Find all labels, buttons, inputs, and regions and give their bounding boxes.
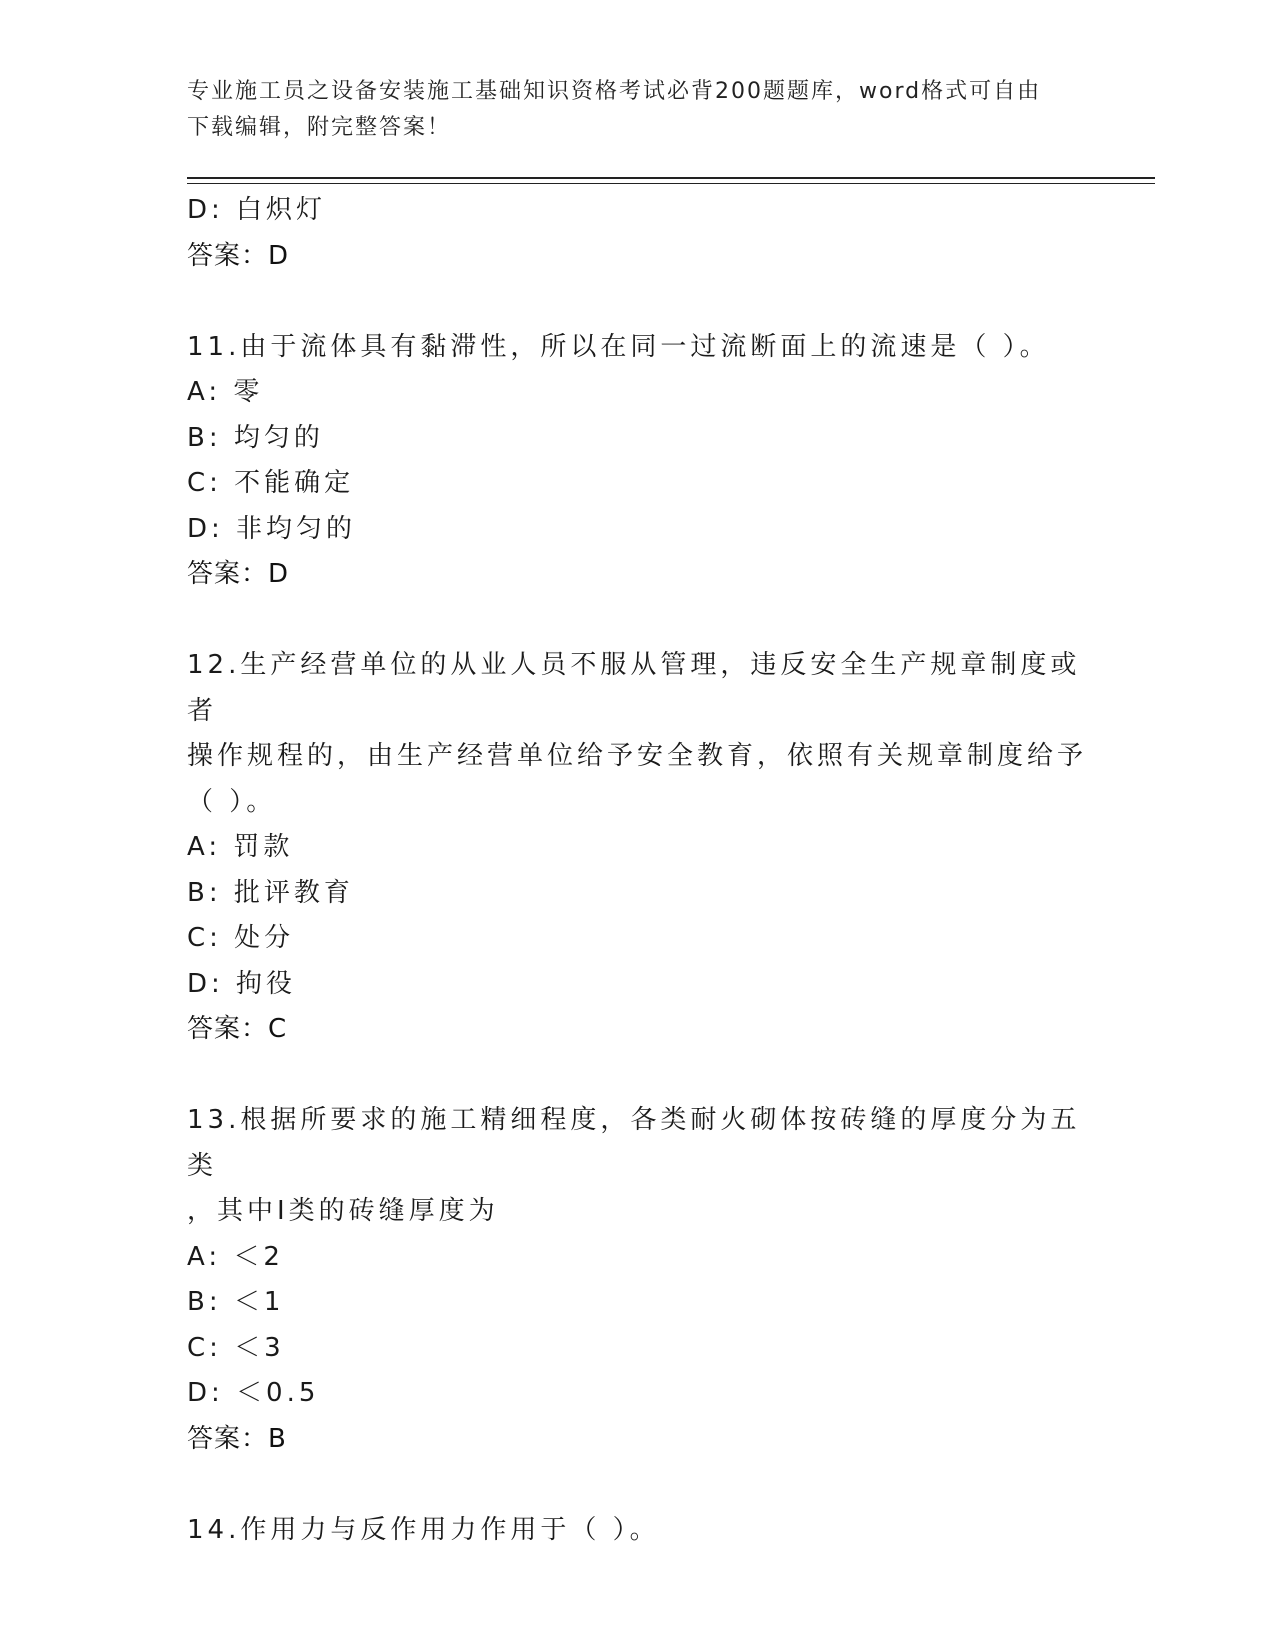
option-a: A: 罚款 bbox=[187, 832, 294, 862]
option-b: B: ＜1 bbox=[187, 1287, 285, 1317]
question-text: 12.生产经营单位的从业人员不服从管理，违反安全生产规章制度或者 操作规程的，由生产经营单位给予安全教育，依照有关规章制度给予 （ ）。 bbox=[187, 650, 1088, 817]
question-14 bbox=[187, 1508, 1087, 1554]
option-d: D: ＜0.5 bbox=[187, 1378, 320, 1408]
option-b: B: 均匀的 bbox=[187, 422, 324, 453]
question-text: 13.根据所要求的施工精细程度，各类耐火砌体按砖缝的厚度分为五类 ，其中Ⅰ类的砖缝厚度为 bbox=[187, 1105, 1081, 1226]
option-d: D: 拘役 bbox=[187, 968, 297, 999]
option-a: A: 零 bbox=[187, 377, 264, 407]
question-text: 11.由于流体具有黏滞性，所以在同一过流断面上的流速是（ ）。 bbox=[187, 331, 1050, 362]
option-a: A: ＜2 bbox=[187, 1241, 284, 1272]
question-11 bbox=[187, 325, 1087, 598]
option-b: B: 批评教育 bbox=[187, 877, 354, 908]
header-text: 专业施工员之设备安装施工基础知识资格考试必背200题题库，word格式可自由 下载编辑，附完整答案！ bbox=[187, 79, 1042, 140]
answer-line: 答案：D bbox=[187, 559, 290, 589]
question-12 bbox=[187, 643, 1087, 1053]
option-c: C: ＜3 bbox=[187, 1332, 285, 1363]
page-header bbox=[187, 74, 1067, 146]
document-content bbox=[187, 188, 1087, 1553]
option-c: C: 处分 bbox=[187, 923, 295, 953]
answer-line: 答案：C bbox=[187, 1014, 288, 1044]
header-rule-thin bbox=[187, 183, 1155, 184]
answer-line: 答案：D bbox=[187, 240, 290, 271]
answer-line: 答案：B bbox=[187, 1423, 287, 1454]
question-13 bbox=[187, 1098, 1087, 1462]
previous-question-tail bbox=[187, 188, 1087, 279]
option-d: D: 白炽灯 bbox=[187, 195, 327, 225]
question-text: 14.作用力与反作用力作用于（ ）。 bbox=[187, 1514, 660, 1545]
option-c: C: 不能确定 bbox=[187, 468, 355, 498]
header-rule-thick bbox=[187, 177, 1155, 179]
option-d: D: 非均匀的 bbox=[187, 513, 357, 544]
